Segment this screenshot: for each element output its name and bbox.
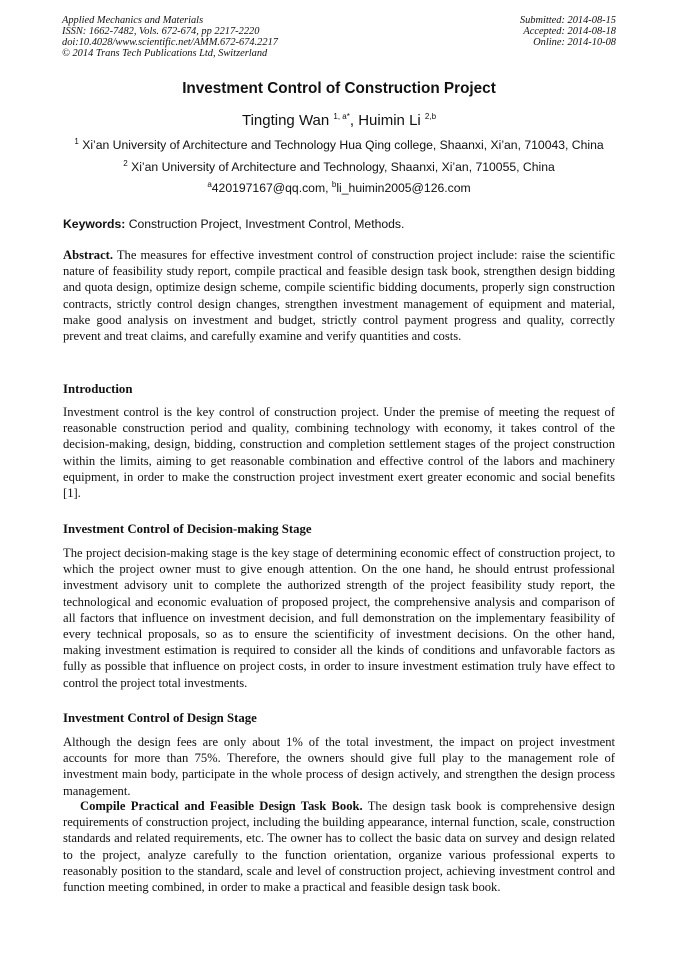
email-a: 420197167@qq.com, [211, 181, 332, 195]
journal-copyright: © 2014 Trans Tech Publications Ltd, Switzerland [62, 48, 268, 59]
accepted-date: Accepted: 2014-08-18 [523, 26, 616, 37]
keywords-label: Keywords: [63, 217, 126, 231]
task-book-paragraph [63, 798, 615, 895]
keywords [63, 217, 615, 231]
affiliation-1-text: Xi’an University of Architecture and Technology Hua Qing college, Shaanxi, Xi’an, 710043, China [78, 138, 604, 152]
affiliation-1 [0, 138, 678, 152]
email-b: li_huimin2005@126.com [336, 181, 471, 195]
affiliation-1-sup: 1 [74, 136, 79, 146]
author-1-sup: 1, a* [333, 112, 350, 121]
journal-doi: doi:10.4028/www.scientific.net/AMM.672-674.2217 [62, 37, 278, 48]
paper-title: Investment Control of Construction Project [182, 80, 496, 97]
email-a-sup: a [207, 179, 212, 189]
decision-stage-heading: Investment Control of Decision-making Stage [63, 522, 312, 536]
author-1-name: Tingting Wan [241, 112, 334, 129]
abstract-text: The measures for effective investment control of construction project include: raise the scientific nature of feasibility study report, compile practical and feasible design task book, strengthen design bidding and quota design, optimize design scheme, compile scientific bidding documents, properly sign construction contracts, strictly control design changes, strengthen investment management of equipment and material, make good analysis on investment and budget, strictly control payment progress and quality, correctly prevent and treat claims, and carefully examine and verify quantities and costs. [63, 248, 615, 344]
affiliation-2-sup: 2 [123, 158, 128, 168]
email-b-sup: b [331, 179, 337, 189]
abstract [63, 247, 615, 344]
submitted-date: Submitted: 2014-08-15 [519, 15, 616, 26]
affiliation-2 [0, 160, 678, 174]
author-2-name: Huimin Li [358, 112, 425, 129]
author-2-sup: 2,b [424, 112, 437, 121]
journal-name: Applied Mechanics and Materials [62, 15, 204, 26]
online-date: Online: 2014-10-08 [533, 37, 616, 48]
abstract-label: Abstract. [63, 248, 114, 262]
introduction-text: Investment control is the key control of construction project. Under the premise of meeting the request of reasonable construction period and quality, combining technology with economy, it takes control of the decision-making, design, bidding, construction and completion settlement stages of the project construction within the limits, aiming to get reasonable combination and effective control of the labors and machinery equipment, in order to make the construction project investment exert greater economic and social benefits [1]. [63, 405, 615, 501]
journal-info [62, 15, 278, 59]
keywords-text: Construction Project, Investment Control, Methods. [125, 217, 405, 231]
design-stage-text: Although the design fees are only about 1% of the total investment, the impact on project investment accounts for more than 75%. Therefore, the owners should give full play to the management role of investment main body, participate in the whole process of design actively, and strengthen the design process management. [63, 735, 615, 798]
author-separator: , [349, 112, 359, 129]
email-line [0, 181, 678, 195]
submission-dates [520, 15, 616, 48]
author-line [0, 112, 678, 129]
introduction-heading: Introduction [63, 382, 133, 396]
journal-issn: ISSN: 1662-7482, Vols. 672-674, pp 2217-2220 [62, 26, 260, 37]
affiliation-2-text: Xi’an University of Architecture and Technology, Shaanxi, Xi’an, 710055, China [127, 160, 555, 174]
decision-stage-text: The project decision-making stage is the key stage of determining economic effect of construction project, to which the project owner must to give enough attention. On the one hand, he should entrust professional investment advisory unit to complete the authorized strength of the project feasibility study report, the technological and economic evaluation of proposed project, the comprehensive analysis and comparison of all factors that influence on investment decision, and full demonstration on the implementary feasibility of every technical proposals, so as to ensure the scientificity of investment decisions. On the other hand, making investment estimation is required to consider all the kinds of conditions and unfavorable factors as fully as possible that influence on project costs, in order to insure investment estimation truly have effect to control the project total investments. [63, 546, 615, 690]
task-book-text: The design task book is comprehensive design requirements of construction project, including the building appearance, internal function, scale, construction standards and related requirements, etc. The owner has to collect the basic data on survey and design related to the project, analyze carefully to the function orientation, organize various professional experts to reasonably position to the standard, scale and level of construction project, achieving investment control and function meeting combined, in order to make a practical and feasible design task book. [63, 799, 615, 895]
task-book-label: Compile Practical and Feasible Design Task Book. [80, 799, 363, 813]
design-stage-heading: Investment Control of Design Stage [63, 711, 257, 725]
